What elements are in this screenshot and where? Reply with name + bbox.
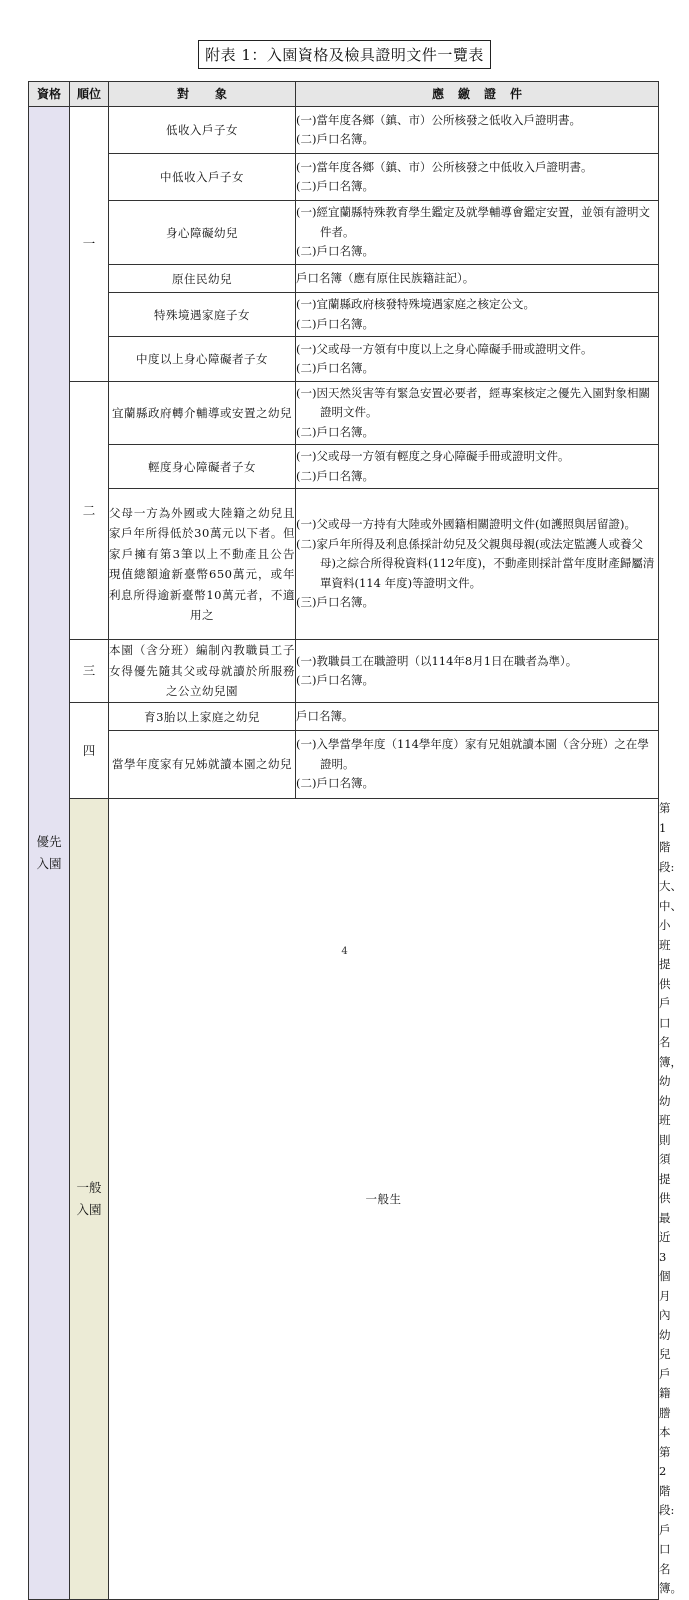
- target-cell: 身心障礙幼兒: [109, 201, 296, 265]
- table-row: [29, 154, 659, 201]
- docs-cell: [296, 382, 659, 445]
- docs-cell: [296, 703, 659, 731]
- docs-cell: [296, 201, 659, 265]
- docs-cell: [296, 337, 659, 382]
- doc-line: (二)戶口名簿。: [296, 179, 374, 193]
- table-row: [29, 201, 659, 265]
- table-row: [29, 265, 659, 293]
- doc-line: (二)戶口名簿。: [296, 316, 374, 331]
- target-cell: 育3胎以上家庭之幼兒: [109, 703, 296, 731]
- rank-2-cell: [70, 382, 109, 640]
- table-title: 附表 1：入園資格及檢具證明文件一覽表: [198, 40, 491, 69]
- table-row: [29, 731, 659, 799]
- table-row: [29, 640, 659, 703]
- doc-line: (二)戶口名簿。: [296, 424, 374, 439]
- docs-cell: [296, 265, 659, 293]
- rank-4-label: 四: [82, 742, 96, 758]
- doc-line: (一)父或母一方領有輕度之身心障礙手冊或證明文件。: [296, 449, 570, 463]
- rank-1-cell: [70, 107, 109, 382]
- doc-line: (二)戶口名簿。: [296, 132, 374, 146]
- doc-line: (一)因天然災害等有緊急安置必要者，經專案核定之優先入園對象相關證明文件。: [296, 385, 650, 420]
- table-row: [29, 337, 659, 382]
- target-cell: 輕度身心障礙者子女: [109, 445, 296, 489]
- header-rank: 順位: [70, 82, 109, 107]
- rank-3-cell: [70, 640, 109, 703]
- header-target: 對象: [109, 82, 296, 107]
- category-general-cell: [70, 799, 109, 1600]
- target-cell: 中低收入戶子女: [109, 154, 296, 201]
- target-cell: 當學年度家有兄姊就讀本園之幼兒: [109, 731, 296, 799]
- category-priority-label: 優先 入園: [36, 833, 62, 871]
- rank-1-label: 一: [82, 236, 96, 251]
- doc-line: (一)父或母一方持有大陸或外國籍相關證明文件(如護照與居留證)。: [296, 517, 636, 532]
- doc-line: (二)戶口名簿。: [296, 361, 374, 375]
- doc-line: (二)戶口名簿。: [296, 673, 374, 687]
- doc-line: (二)戶口名簿。: [296, 468, 374, 483]
- target-cell: 一般生: [109, 799, 659, 1600]
- doc-line: (一)教職員工在職證明（以114年8月1日在職者為準）。: [296, 653, 578, 668]
- doc-line: (二)戶口名簿。: [296, 776, 374, 791]
- docs-cell: [296, 640, 659, 703]
- doc-line: (一)父或母一方領有中度以上之身心障礙手冊或證明文件。: [296, 341, 593, 356]
- header-row: [29, 82, 659, 107]
- category-priority-cell: [29, 107, 70, 1600]
- doc-line: 戶口名簿。: [296, 708, 354, 723]
- doc-line: (一)經宜蘭縣特殊教育學生鑑定及就學輔導會鑑定安置，並領有證明文件者。: [296, 205, 650, 239]
- table-row: [29, 382, 659, 445]
- page-title-wrapper: [0, 40, 689, 69]
- table-row: [29, 293, 659, 337]
- page-number: 4: [341, 946, 348, 957]
- target-cell: 特殊境遇家庭子女: [109, 293, 296, 337]
- doc-line: (三)戶口名簿。: [296, 595, 374, 610]
- table-row: [29, 703, 659, 731]
- table-row: [29, 489, 659, 640]
- table-row: [29, 107, 659, 154]
- doc-line: (二)戶口名簿。: [296, 244, 374, 259]
- table-row: 一般 入園 一般生 第1階段:大、中、小班提供戶口名簿，幼幼班則須提供最 近3個月內幼兒戶籍謄本 第2階段:戶口名簿。: [29, 799, 659, 1600]
- doc-line: (一)當年度各鄉（鎮、市）公所核發之低收入戶證明書。: [296, 112, 581, 127]
- doc-line: (一)宜蘭縣政府核發特殊境遇家庭之核定公文。: [296, 297, 535, 311]
- header-documents: 應繳證件: [296, 82, 659, 107]
- rank-3-label: 三: [82, 663, 96, 678]
- target-cell: 中度以上身心障礙者子女: [109, 337, 296, 382]
- doc-line: (一)當年度各鄉（鎮、市）公所核發之中低收入戶證明書。: [296, 159, 593, 174]
- target-cell: 父母一方為外國或大陸籍之幼兒且家戶年所得低於30萬元以下者。但家戶擁有第3筆以上不動產且公告現值總額逾新臺幣650萬元，或年利息所得逾新臺幣10萬元者，不適用之: [109, 489, 296, 640]
- rank-4-cell: [70, 703, 109, 799]
- docs-cell: [296, 154, 659, 201]
- doc-line: (二)家戶年所得及利息係採計幼兒及父親與母親(或法定監護人或養父母)之綜合所得稅資料(112年度)，不動產則採計當年度財產歸屬清單資料(114 年度)等證明文件。: [296, 536, 655, 590]
- target-cell: 原住民幼兒: [109, 265, 296, 293]
- docs-cell: [296, 489, 659, 640]
- target-cell: 低收入戶子女: [109, 107, 296, 154]
- doc-line: (一)入學當學年度（114學年度）家有兄姐就讀本園（含分班）之在學證明。: [296, 737, 649, 771]
- target-cell: 本園（含分班）編制內教職員工子女得優先隨其父或母就讀於所服務之公立幼兒園: [109, 640, 296, 703]
- admission-table: [28, 81, 682, 1600]
- category-general-label: 一般 入園: [76, 1179, 102, 1217]
- header-category: 資格: [29, 82, 70, 107]
- docs-cell: [296, 293, 659, 337]
- docs-cell: [296, 107, 659, 154]
- target-cell: 宜蘭縣政府轉介輔導或安置之幼兒: [109, 382, 296, 445]
- docs-cell: [296, 731, 659, 799]
- rank-2-label: 二: [82, 502, 96, 518]
- table-row: [29, 445, 659, 489]
- doc-line: 戶口名簿（應有原住民族籍註記）。: [296, 270, 475, 285]
- docs-cell: [296, 445, 659, 489]
